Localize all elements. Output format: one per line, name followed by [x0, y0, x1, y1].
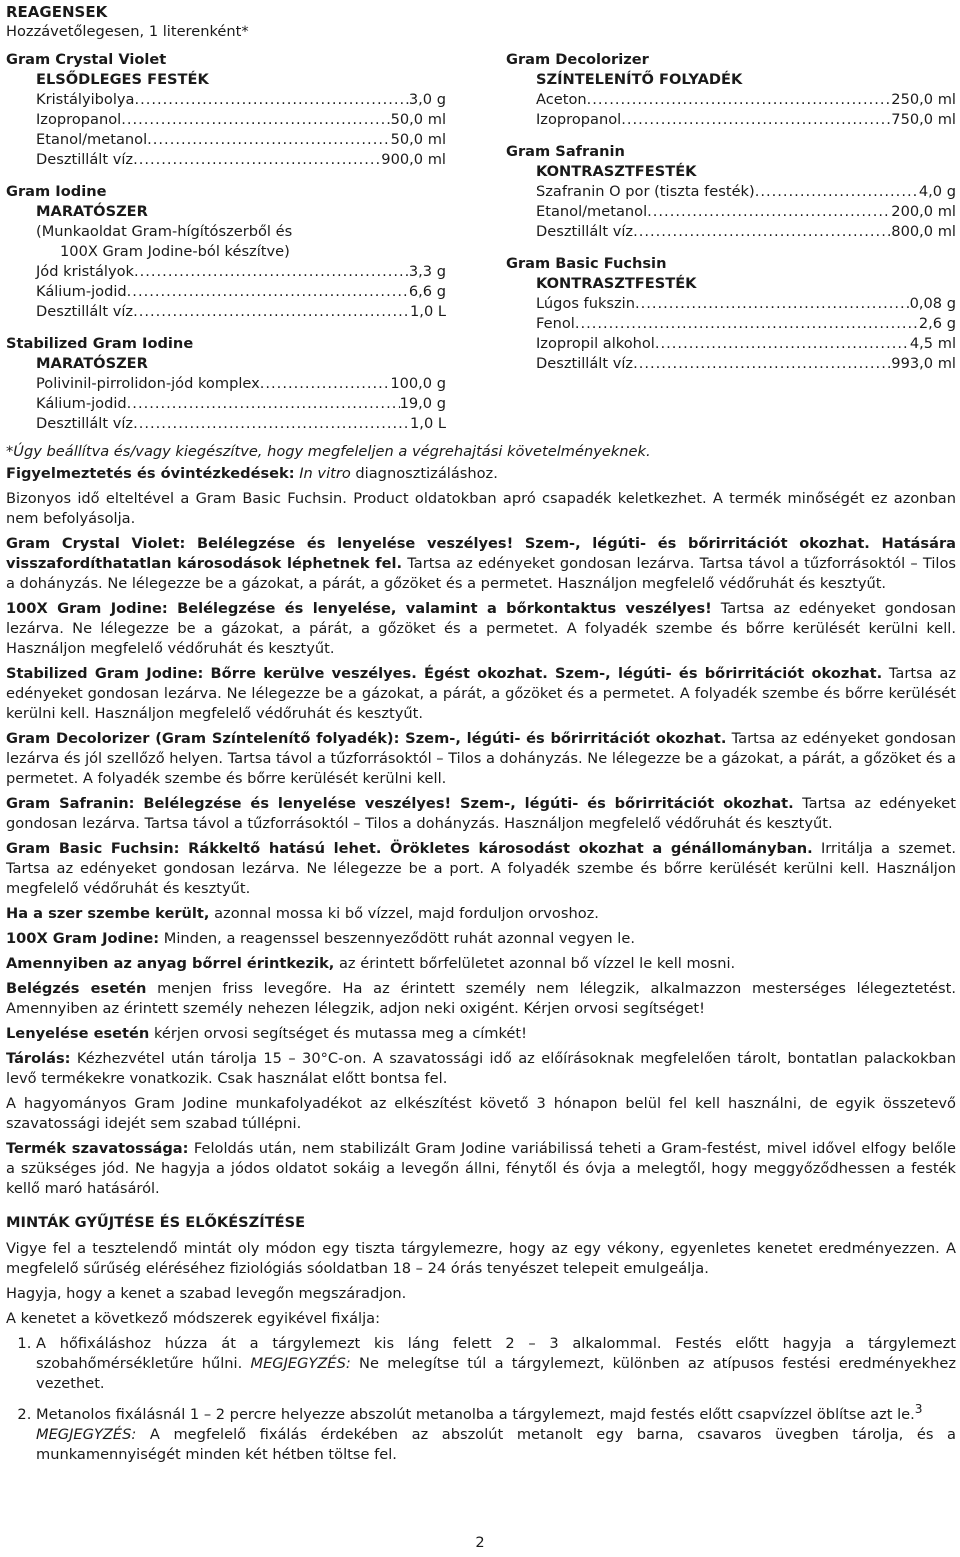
reagent-name: Gram Decolorizer — [506, 51, 649, 68]
paragraph — [6, 599, 956, 659]
reagent-note: 100X Gram Jodine-ból készítve) — [60, 243, 290, 260]
ingredient-value: 3,3 g — [408, 263, 446, 280]
paragraph-text: Tartsa az edényeket gondosan lezárva. Tartsa távol a tűzforrásoktól – Tilos a dohányzás. Ne lélegezze be a gázokat, a párát, a gőzöket és a permetet. Használjon megfelelő védőruhát és kesztyűt. — [6, 555, 956, 592]
paragraph-text: Irritálja a szemet. Tartsa az edényeket gondosan lezárva. Ne lélegezze be a port. A folyadék szembe és bőrre kerülését kerülni kell. Használjon megfelelő védőruhát és kesztyűt. — [6, 840, 957, 897]
ingredient-value: 100,0 g — [390, 375, 446, 392]
warnings-title: Figyelmeztetés és óvintézkedések: — [6, 465, 295, 482]
ingredient-label: Szafranin O por (tiszta festék) — [536, 183, 755, 200]
reagent-row — [506, 354, 956, 374]
reagent-block — [6, 182, 446, 322]
reagent-type: MARATÓSZER — [36, 355, 148, 372]
leader-dots — [133, 414, 410, 434]
ingredient-label: Lúgos fukszin — [536, 295, 635, 312]
paragraph — [6, 664, 956, 724]
reagent-name: Gram Basic Fuchsin — [506, 255, 667, 272]
ingredient-value: 4,0 g — [918, 183, 956, 200]
reagent-row — [6, 262, 446, 282]
paragraph — [6, 1139, 956, 1199]
paragraph-bold: Lenyelése esetén — [6, 1025, 150, 1042]
paragraph-bold: 100X Gram Jodine: Belélegzése és lenyelése, valamint a bőrkontaktus veszélyes! — [6, 600, 712, 617]
paragraph-bold: Belégzés esetén — [6, 980, 147, 997]
paragraph-text: az érintett bőrfelületet azonnal bő vízzel le kell mosni. — [334, 955, 736, 972]
paragraph — [6, 904, 956, 924]
ingredient-label: Fenol — [536, 315, 575, 332]
paragraph-bold: Ha a szer szembe került, — [6, 905, 210, 922]
ingredient-value: 1,0 L — [410, 303, 446, 320]
leader-dots — [133, 302, 410, 322]
paragraph-bold: Gram Basic Fuchsin: Rákkeltő hatású lehet. Örökletes károsodást okozhat a génállományban. — [6, 840, 813, 857]
warnings-title-italic: In vitro — [299, 465, 351, 482]
note-label: MEGJEGYZÉS: — [250, 1355, 351, 1372]
section-title-reagents: REAGENSEK — [6, 3, 108, 21]
leader-dots — [147, 130, 390, 150]
reagent-block — [6, 334, 446, 434]
ingredient-value: 3,0 g — [408, 91, 446, 108]
note-label: MEGJEGYZÉS: — [36, 1425, 137, 1443]
paragraph — [6, 729, 956, 789]
ingredient-label: Desztillált víz — [36, 415, 134, 432]
reagent-row — [6, 302, 446, 322]
leader-dots — [134, 262, 409, 282]
ingredient-value: 800,0 ml — [891, 223, 956, 240]
reagent-columns — [6, 50, 956, 446]
ingredient-value: 900,0 ml — [381, 151, 446, 168]
leader-dots — [133, 150, 381, 170]
paragraph-text: Tartsa az edényeket gondosan lezárva. Tartsa távol a tűzforrásoktól – Tilos a dohányzás. Használjon megfelelő védőruhát és kesztyűt. — [6, 795, 956, 832]
ingredient-label: Desztillált víz — [536, 355, 634, 372]
ingredient-value: 50,0 ml — [390, 131, 446, 148]
paragraph — [6, 1049, 956, 1089]
reagent-row — [506, 294, 956, 314]
paragraph — [6, 979, 956, 1019]
ingredient-label: Izopropanol — [536, 111, 622, 128]
paragraph — [6, 839, 956, 899]
reagent-row — [506, 110, 956, 130]
leader-dots — [633, 222, 891, 242]
paragraph-text: Tartsa az edényeket gondosan lezárva. Ne lélegezze be a gázokat, a párát, a gőzöket és a permetet. A folyadék szembe és bőrre kerülését kerülni kell. Használjon megfelelő védőruhát és kesztyűt. — [6, 600, 956, 657]
reagent-name: Gram Iodine — [6, 183, 107, 200]
ingredient-value: 6,6 g — [408, 283, 446, 300]
note-text: Ne melegítse túl a tárgylemezt, különben az atípusos festési eredményekhez vezethet. — [36, 1355, 956, 1392]
ingredient-value: 200,0 ml — [891, 203, 956, 220]
ingredient-label: Izopropanol — [36, 111, 122, 128]
reagent-type: SZÍNTELENÍTŐ FOLYADÉK — [536, 71, 743, 88]
leader-dots — [260, 374, 391, 394]
paragraph-bold: Stabilized Gram Jodine: Bőrre kerülve veszélyes. Égést okozhat. Szem-, légúti- és bőrirritációt okozhat. — [6, 665, 883, 682]
reagent-block — [506, 50, 956, 130]
paragraph-text: Tartsa az edényeket gondosan lezárva és jól szellőző helyen. Tartsa távol a tűzforrásoktól – Tilos a dohányzás. Ne lélegezze be a gázokat, a párát, a gőzöket és a permetet. A folyadék szembe és bőrre kerülését kerülni kell. — [6, 730, 956, 787]
reagent-type: KONTRASZTFESTÉK — [536, 163, 697, 180]
paragraph-bold: Gram Decolorizer (Gram Színtelenítő folyadék): Szem-, légúti- és bőrirritációt okozhat. — [6, 730, 727, 747]
reagent-row — [6, 110, 446, 130]
warnings-heading — [6, 464, 956, 484]
paragraph: A hagyományos Gram Jodine munkafolyadékot az elkészítést követő 3 hónapon belül fel kell használni, de egyik összetevő szavatossági idejét sem szabad túllépni. — [6, 1095, 956, 1132]
paragraph: A kenetet a következő módszerek egyikével fixálja: — [6, 1310, 381, 1327]
ingredient-value: 1,0 L — [410, 415, 446, 432]
paragraph-bold: Gram Crystal Violet: Belélegzése és lenyelése veszélyes! Szem-, légúti- és bőrirritációt okozhat. Hatására visszafordíthatatlan károsodások léphetnek fel. — [6, 535, 956, 572]
reagent-name: Gram Safranin — [506, 143, 625, 160]
leader-dots — [134, 90, 408, 110]
document-page — [6, 2, 956, 1470]
leader-dots — [127, 394, 400, 414]
reagent-row — [6, 414, 446, 434]
paragraph — [6, 534, 956, 594]
reagent-row — [506, 90, 956, 110]
reagent-type: ELSŐDLEGES FESTÉK — [36, 71, 209, 88]
reagent-column-left — [6, 50, 446, 446]
paragraph-bold: Termék szavatossága: — [6, 1140, 189, 1157]
leader-dots — [127, 282, 409, 302]
reagent-column-right — [506, 50, 956, 446]
footnote: *Úgy beállítva és/vagy kiegészítve, hogy megfeleljen a végrehajtási követelményeknek. — [6, 443, 651, 460]
ingredient-label: Kristályibolya — [36, 91, 135, 108]
ingredient-value: 250,0 ml — [891, 91, 956, 108]
fixation-methods-list — [6, 1334, 956, 1465]
paragraph — [6, 794, 956, 834]
ingredient-label: Polivinil-pirrolidon-jód komplex — [36, 375, 260, 392]
paragraph-bold: Gram Safranin: Belélegzése és lenyelése veszélyes! Szem-, légúti- és bőrirritációt okozhat. — [6, 795, 794, 812]
note-text: A megfelelő fixálás érdekében az abszolút metanolt egy barna, csavaros üvegben tárolja, és a munkamennyiségét minden két hétben töltse fel. — [36, 1425, 956, 1463]
ingredient-value: 50,0 ml — [390, 111, 446, 128]
reagent-note: (Munkaoldat Gram-hígítószerből és — [36, 223, 293, 240]
section-subtitle: Hozzávetőlegesen, 1 literenként* — [6, 23, 249, 40]
list-item-text: Metanolos fixálásnál 1 – 2 percre helyezze abszolút metanolba a tárgylemezt, majd festés előtt csapvízzel öblítse azt le. — [36, 1405, 915, 1423]
reagent-row — [506, 182, 956, 202]
paragraph — [6, 1024, 956, 1044]
leader-dots — [121, 110, 390, 130]
ingredient-label: Kálium-jodid — [36, 395, 127, 412]
leader-dots — [633, 354, 891, 374]
paragraph-bold: 100X Gram Jodine: — [6, 930, 160, 947]
reagent-name: Gram Crystal Violet — [6, 51, 167, 68]
reagent-row — [6, 374, 446, 394]
ingredient-value: 4,5 ml — [909, 335, 956, 352]
paragraph: Hagyja, hogy a kenet a szabad levegőn megszáradjon. — [6, 1285, 407, 1302]
section-title-samples: MINTÁK GYŰJTÉSE ÉS ELŐKÉSZÍTÉSE — [6, 1214, 306, 1231]
reagent-block — [6, 50, 446, 170]
leader-dots — [587, 90, 892, 110]
reagent-name: Stabilized Gram Iodine — [6, 335, 194, 352]
paragraph-text: Kézhezvétel után tárolja 15 – 30°C-on. A szavatossági idő az előírásoknak megfelelően tárolt, bontatlan palackokban levő termékekre vonatkozik. Csak használat előtt bontsa fel. — [6, 1050, 956, 1087]
reagent-row — [506, 202, 956, 222]
paragraph-text: kérjen orvosi segítséget és mutassa meg a címkét! — [149, 1025, 527, 1042]
list-item — [36, 1334, 956, 1394]
leader-dots — [621, 110, 891, 130]
reagent-row — [6, 282, 446, 302]
paragraph-bold: Amennyiben az anyag bőrrel érintkezik, — [6, 955, 335, 972]
ingredient-label: Kálium-jodid — [36, 283, 127, 300]
paragraph-text: menjen friss levegőre. Ha az érintett személy nem lélegzik, alkalmazzon mesterséges lélegeztetést. Amennyiben az érintett személy nehezen lélegzik, adjon neki oxigént. Kérjen orvosi segítséget! — [6, 980, 956, 1017]
reagent-block — [506, 142, 956, 242]
list-item — [36, 1399, 956, 1465]
ingredient-label: Izopropil alkohol — [536, 335, 655, 352]
ingredient-label: Jód kristályok — [36, 263, 134, 280]
ingredient-label: Etanol/metanol — [36, 131, 148, 148]
ingredient-label: Aceton — [536, 91, 587, 108]
ingredient-label: Desztillált víz — [36, 303, 134, 320]
reagent-row — [6, 150, 446, 170]
paragraph-text: Feloldás után, nem stabilizált Gram Jodine variábilissá teheti a Gram-festést, mivel idővel elfogy belőle a szükséges jód. Ne hagyja a jódos oldatot sokáig a levegőn állni, fénytől és óvja a melegtől, hogy meggyőződhessen a festék kellő maró hatásáról. — [6, 1140, 956, 1197]
leader-dots — [647, 202, 891, 222]
ingredient-value: 750,0 ml — [891, 111, 956, 128]
ingredient-value: 0,08 g — [909, 295, 956, 312]
reagent-block — [506, 254, 956, 374]
reagent-row — [6, 90, 446, 110]
reagent-row — [6, 130, 446, 150]
paragraph — [6, 954, 956, 974]
leader-dots — [635, 294, 910, 314]
ingredient-label: Desztillált víz — [536, 223, 634, 240]
paragraph-text: Minden, a reagenssel beszennyeződött ruhát azonnal vegyen le. — [159, 930, 635, 947]
ingredient-value: 2,6 g — [918, 315, 956, 332]
paragraph: Bizonyos idő elteltével a Gram Basic Fuchsin. Product oldatokban apró csapadék keletkezhet. A termék minőségét ez azonban nem befolyásolja. — [6, 490, 956, 527]
paragraph-text: azonnal mossa ki bő vízzel, majd forduljon orvoshoz. — [209, 905, 599, 922]
reagent-row — [506, 222, 956, 242]
reagent-row — [506, 314, 956, 334]
reagent-type: MARATÓSZER — [36, 203, 148, 220]
reagent-row — [6, 394, 446, 414]
ingredient-value: 19,0 g — [399, 395, 446, 412]
ingredient-label: Desztillált víz — [36, 151, 134, 168]
reagent-type: KONTRASZTFESTÉK — [536, 275, 697, 292]
leader-dots — [755, 182, 919, 202]
reagent-row — [506, 334, 956, 354]
warnings-title-rest: diagnosztizáláshoz. — [350, 465, 498, 482]
ingredient-value: 993,0 ml — [891, 355, 956, 372]
leader-dots — [575, 314, 919, 334]
paragraph-text: Tartsa az edényeket gondosan lezárva. Ne lélegezze be a gázokat, a párát, a gőzöket és a permetet. A folyadék szembe és bőrre kerülését kerülni kell. Használjon megfelelő védőruhát és kesztyűt. — [6, 665, 956, 722]
paragraph — [6, 929, 956, 949]
leader-dots — [655, 334, 910, 354]
paragraph-bold: Tárolás: — [6, 1050, 71, 1067]
page-number: 2 — [475, 1534, 485, 1551]
list-item-text: A hőfixáláshoz húzza át a tárgylemezt kis láng felett 2 – 3 alkalommal. Festés előtt hagyja a tárgylemezt szobahőmérsékletűre hűlni. — [36, 1335, 956, 1372]
paragraph: Vigye fel a tesztelendő mintát oly módon egy tiszta tárgylemezre, hogy az egy vékony, egyenletes kenetet eredményezzen. A megfelelő sűrűség eléréséhez fiziológiás sóoldatban 18 – 24 órás tenyészet telepeit emulgeálja. — [6, 1240, 956, 1277]
reference-superscript: 3 — [914, 1402, 923, 1416]
ingredient-label: Etanol/metanol — [536, 203, 648, 220]
